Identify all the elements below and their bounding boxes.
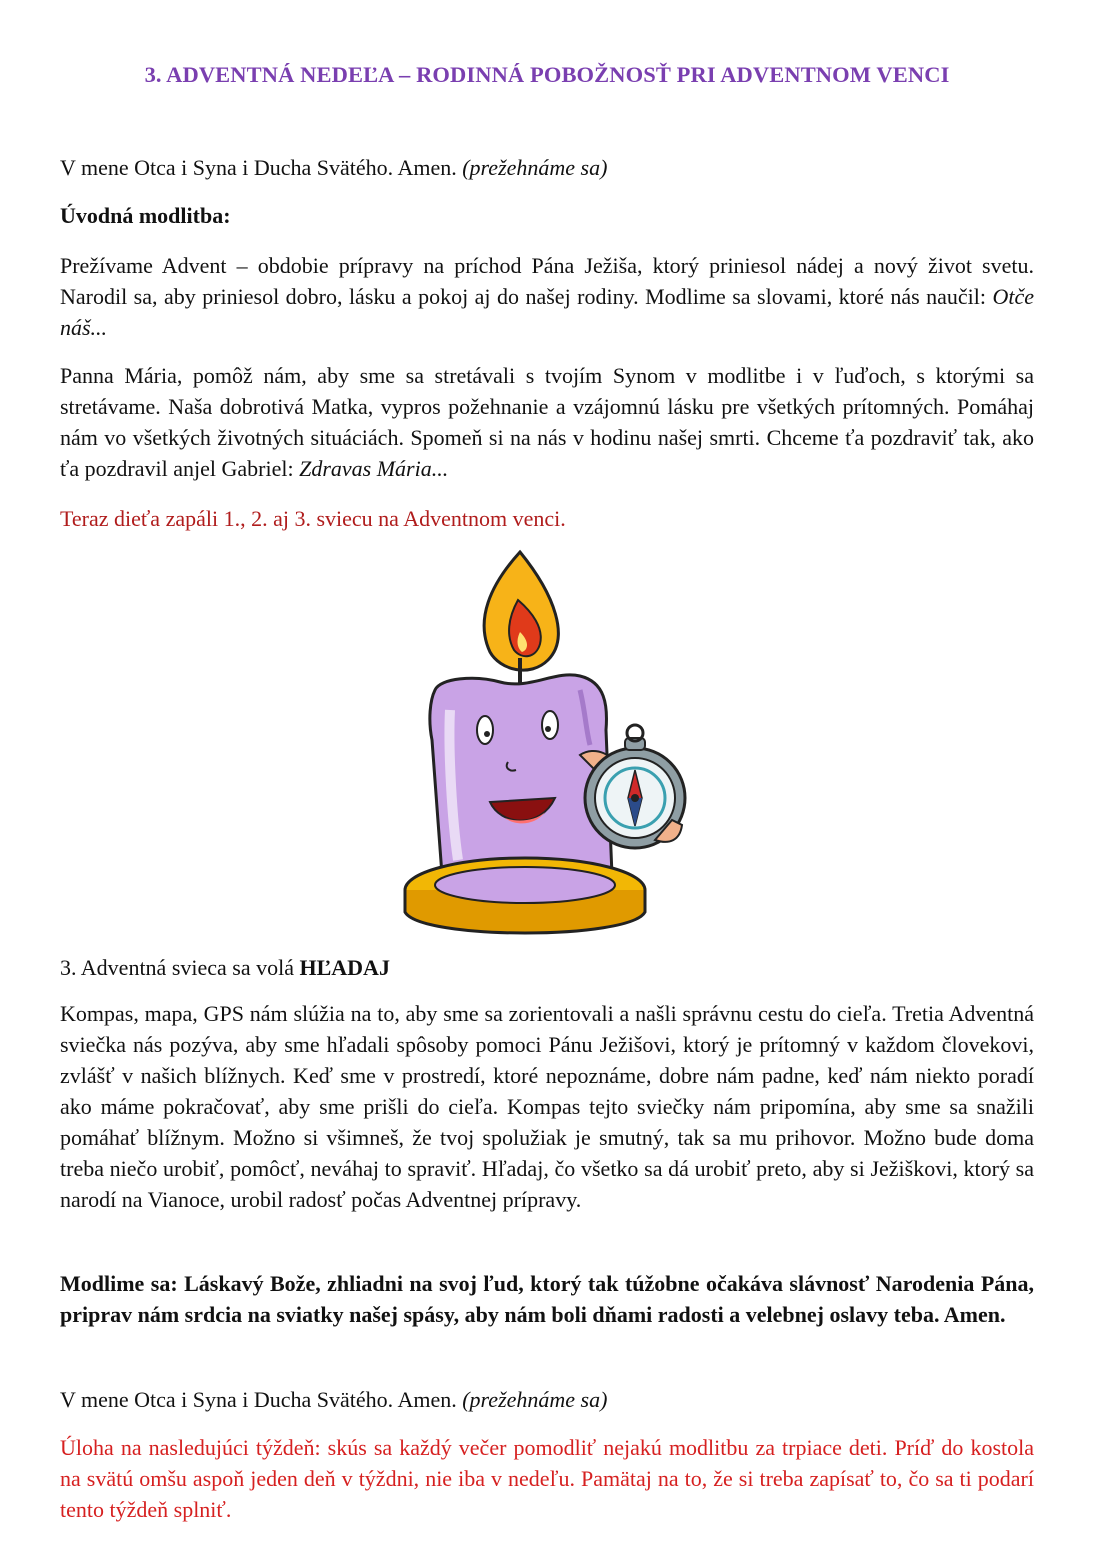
compass-paragraph: Kompas, mapa, GPS nám slúžia na to, aby sme sa zorientovali a našli správnu cestu do cieľa. Tretia Adventná sviečka nás pozýva, aby sme hľadali spôsoby pomoci Pánu Ježišovi, ktorý je prítomný v každom človekovi, zvlášť v našich blížnych. Keď sme v prostredí, ktoré nepoznáme, dobre nám padne, keď nám niekto poradí ako máme pokračovať, aby sme prišli do cieľa. Kompas tejto sviečky nám pripomína, aby sme sa snažili pomáhať blížnym. Možno si všimneš, že tvoj spolužiak je smutný, tak sa mu prihovor. Možno bude doma treba niečo urobiť, pomôcť, neváhaj to spraviť. Hľadaj, čo všetko sa dá urobiť preto, aby si Ježiškovi, ktorý sa narodí na Vianoce, urobil radosť počas Adventnej prípravy. — [60, 1001, 1034, 1212]
mary-prayer-ref: Zdravas Mária... — [299, 456, 449, 481]
intro-paragraph-text: Prežívame Advent – obdobie prípravy na príchod Pána Ježiša, ktorý priniesol nádej a nový život svetu. Narodil sa, aby priniesol dobro, lásku a pokoj aj do našej rodiny. Modlime sa slovami, ktoré nás naučil: — [60, 253, 1034, 309]
intro-paragraph — [60, 250, 1034, 343]
instruction-line: Teraz dieťa zapáli 1., 2. aj 3. sviecu na Adventnom venci. — [60, 506, 566, 531]
closing-line — [60, 1384, 1034, 1415]
closing-note: (prežehnáme sa) — [462, 1387, 608, 1412]
candle-heading — [60, 952, 1034, 983]
opening-line — [60, 152, 1034, 183]
closing-prayer: Modlime sa: Láskavý Bože, zhliadni na svoj ľud, ktorý tak túžobne očakáva slávnosť Narodenia Pána, priprav nám srdcia na sviatky našej spásy, aby nám boli dňami radosti a velebnej oslavy teba. Amen. — [60, 1271, 1034, 1327]
mary-paragraph-text: Panna Mária, pomôž nám, aby sme sa stretávali s tvojím Synom v modlitbe i v ľuďoch, s ktorými sa stretávame. Naša dobrotivá Matka, vypros požehnanie a vzájomnú lásku pre všetkých prítomných. Pomáhaj nám vo všetkých životných situáciách. Spomeň si na nás v hodinu našej smrti. Chceme ťa pozdraviť tak, ako ťa pozdravil anjel Gabriel: — [60, 363, 1034, 481]
weekly-task: Úloha na nasledujúci týždeň: skús sa každý večer pomodliť nejakú modlitbu za trpiace deti. Príď do kostola na svätú omšu aspoň jeden deň v týždni, nie iba v nedeľu. Pamätaj na to, že si treba zapísať to, čo sa ti podarí tento týždeň splniť. — [60, 1435, 1034, 1522]
candle-name: HĽADAJ — [299, 955, 390, 980]
opening-note: (prežehnáme sa) — [462, 155, 608, 180]
opening-text: V mene Otca i Syna i Ducha Svätého. Amen. — [60, 155, 463, 180]
intro-heading: Úvodná modlitba: — [60, 203, 231, 228]
closing-text: V mene Otca i Syna i Ducha Svätého. Amen. — [60, 1387, 463, 1412]
candle-body — [430, 675, 612, 887]
candle-heading-text: 3. Adventná svieca sa volá — [60, 955, 300, 980]
flame-icon — [484, 552, 558, 690]
page-title: 3. ADVENTNÁ NEDEĽA – RODINNÁ POBOŽNOSŤ PRI ADVENTNOM VENCI — [144, 62, 950, 87]
mary-paragraph — [60, 360, 1034, 484]
intro-prayer-ref: Otče náš... — [60, 284, 1034, 340]
candle-holder — [405, 858, 645, 933]
candle-illustration — [380, 540, 710, 940]
